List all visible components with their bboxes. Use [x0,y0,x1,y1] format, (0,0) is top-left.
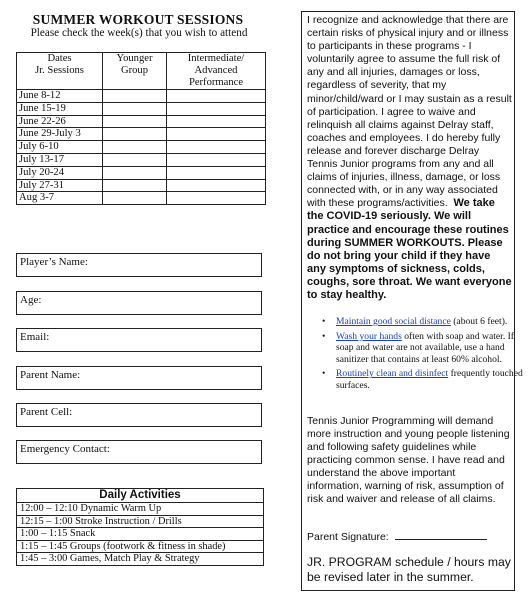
weeks-table [16,52,266,205]
weeks-column-header: Younger Group [103,53,167,90]
advanced-group-checkbox[interactable] [167,128,266,141]
activity-row: 12:00 – 12:10 Dynamic Warm Up [17,503,264,516]
bullet-icon: • [322,330,326,342]
parent-name-label: Parent Name: [20,369,81,381]
activity-row: 1:45 – 3:00 Games, Match Play & Strategy [17,553,264,566]
bullet-icon: • [322,316,326,327]
parent-cell-field[interactable] [16,403,262,427]
week-row [17,115,266,128]
advanced-group-checkbox[interactable] [167,141,266,154]
schedule-note: JR. PROGRAM schedule / hours may be revised later in the summer. [307,555,511,584]
page-title: SUMMER WORKOUT SESSIONS [32,12,244,27]
player-name-field[interactable] [16,253,262,277]
advanced-group-checkbox[interactable] [167,102,266,115]
week-row [17,141,266,154]
waiver-text [307,14,512,302]
page-subtitle: Please check the week(s) that you wish to attend [30,27,248,39]
advanced-group-checkbox[interactable] [167,153,266,166]
advanced-group-checkbox[interactable] [167,179,266,192]
safety-item [322,368,530,391]
age-label: Age: [20,294,42,306]
week-date: June 29-July 3 [17,128,103,141]
safety-link[interactable]: Routinely clean and disinfect [336,368,449,380]
email-label: Email: [20,331,50,343]
advanced-group-checkbox[interactable] [167,90,266,103]
signature-line[interactable] [395,530,487,540]
age-field[interactable] [16,291,262,315]
week-date: July 27-31 [17,179,103,192]
week-date: July 20-24 [17,166,103,179]
safety-text: often with soap and water. If soap and water are not available, use a hand sanitizer that contains at least 60% alcohol. [336,330,515,365]
activity-row: 1:00 – 1:15 Snack [17,528,264,541]
weeks-column-header: Intermediate/ Advanced Performance [167,53,266,90]
advanced-group-checkbox[interactable] [167,115,266,128]
week-row [17,90,266,103]
emergency-contact-field[interactable] [16,440,262,464]
week-date: Aug 3-7 [17,192,103,205]
bullet-icon: • [322,368,326,380]
week-date: June 22-26 [17,115,103,128]
covid-notice: We take the COVID-19 seriously. We will practice and encourage these routines during SUMMER WORKOUTS. Please do not bring your child if they have any symptoms of sickness, colds, coughs, sore throat. We want everyone to stay healthy. [307,197,512,301]
week-row [17,192,266,205]
safety-link[interactable]: Maintain good social distance [336,316,451,327]
daily-activities-title: Daily Activities [17,489,264,503]
younger-group-checkbox[interactable] [103,90,167,103]
safety-item [322,330,530,366]
week-date: July 13-17 [17,153,103,166]
week-row [17,166,266,179]
closing-statement: Tennis Junior Programming will demand more instruction and young people listening and following safety guidelines while practicing common sense. I have read and understand the above important information, warning of risk, assumption of risk and waiver and release of all claims. [307,415,510,505]
signature-row [307,530,512,543]
younger-group-checkbox[interactable] [103,102,167,115]
player-name-label: Player’s Name: [20,256,88,268]
signature-label: Parent Signature: [307,531,389,543]
parent-name-field[interactable] [16,366,262,390]
week-row [17,179,266,192]
week-date: June 8-12 [17,90,103,103]
safety-link[interactable]: Wash your hands [336,330,402,342]
advanced-group-checkbox[interactable] [167,192,266,205]
daily-activities-table [16,488,264,566]
week-date: July 6-10 [17,141,103,154]
younger-group-checkbox[interactable] [103,179,167,192]
activity-row: 12:15 – 1:00 Stroke Instruction / Drills [17,515,264,528]
week-row [17,128,266,141]
safety-text: (about 6 feet). [450,316,508,327]
week-date: June 15-19 [17,102,103,115]
activity-row: 1:15 – 1:45 Groups (footwork & fitness in shade) [17,540,264,553]
week-row [17,153,266,166]
weeks-column-header: Dates Jr. Sessions [17,53,103,90]
younger-group-checkbox[interactable] [103,128,167,141]
younger-group-checkbox[interactable] [103,153,167,166]
waiver-body: I recognize and acknowledge that there are certain risks of physical injury and or illness to participants in these programs - I voluntarily agree to assume the full risk of any and all injuries, damages or loss, regardless of severity, that my minor/child/ward or I may sustain as a result of participation. I agree to waive and relinquish all claims against Delray staff, coaches and employees. I do hereby fully release and forever discharge Delray Tennis Junior programs from any and all claims of injuries, illness, damage, or loss connected with, or in any way associated with these programs/activities. [307,14,512,210]
safety-list [318,316,530,395]
younger-group-checkbox[interactable] [103,141,167,154]
younger-group-checkbox[interactable] [103,115,167,128]
week-row [17,102,266,115]
safety-text: frequently touched surfaces. [336,368,523,391]
younger-group-checkbox[interactable] [103,192,167,205]
younger-group-checkbox[interactable] [103,166,167,179]
emergency-contact-label: Emergency Contact: [20,443,110,455]
advanced-group-checkbox[interactable] [167,166,266,179]
email-field[interactable] [16,328,262,352]
safety-item [322,316,530,328]
parent-cell-label: Parent Cell: [20,406,73,418]
